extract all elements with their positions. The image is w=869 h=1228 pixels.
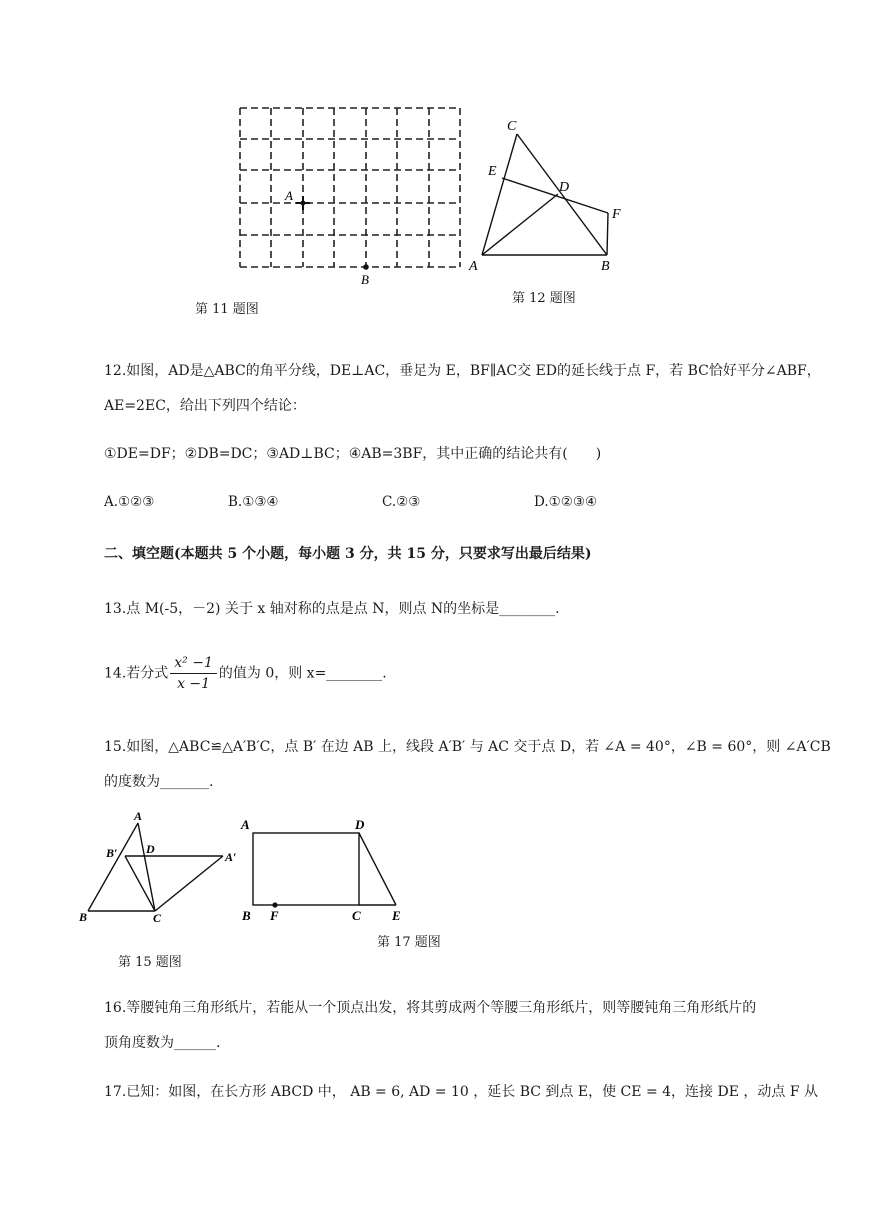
label-b: B (79, 910, 88, 924)
label-a: A (134, 809, 143, 823)
label-f: F (270, 908, 279, 923)
q12-line1: 12.如图，AD是△ABC的角平分线，DE⊥AC，垂足为 E，BF∥AC交 ED的延长线于点 F，若 BC恰好平分∠ABF， (104, 363, 821, 379)
label-a: A (241, 817, 250, 832)
label-d: D (146, 842, 155, 856)
q14-line (104, 655, 387, 692)
label-f: F (612, 207, 621, 222)
q16-line2: 顶角度数为______. (104, 1035, 221, 1051)
q14-fraction (170, 655, 217, 692)
label-d: D (559, 180, 570, 195)
label-c: C (352, 908, 361, 923)
label-a-prime: A′ (225, 850, 237, 864)
q14-suffix: 的值为 0，则 x=________. (218, 665, 387, 682)
figure-15-triangles (75, 808, 250, 928)
label-b: B (242, 908, 251, 923)
q16-line1: 16.等腰钝角三角形纸片，若能从一个顶点出发，将其剪成两个等腰三角形纸片，则等腰钝角三角形纸片的 (104, 1000, 757, 1016)
figure-12-caption: 第 12 题图 (512, 291, 576, 306)
q12-line2: AE=2EC，给出下列四个结论： (104, 398, 306, 414)
q15-line1: 15.如图，△ABC≌△A′B′C，点 B′ 在边 AB 上，线段 A′B′ 与 AC 交于点 D，若 ∠A = 40°，∠B = 60°，则 ∠A′CB (104, 739, 831, 755)
q14-numerator: x² −1 (170, 655, 217, 674)
figure-12-triangle (462, 112, 637, 282)
point-f (272, 902, 277, 907)
q12-choice-d: D.①②③④ (534, 494, 598, 510)
point-b-label: B (361, 272, 369, 287)
q17-line1: 17.已知：如图，在长方形 ABCD 中， AB = 6, AD = 10 ，延长 BC 到点 E，使 CE = 4，连接 DE ，动点 F 从 (104, 1084, 818, 1100)
point-a-label: A (285, 188, 293, 203)
q12-choice-b: B.①③④ (228, 494, 279, 510)
label-a: A (469, 259, 478, 274)
label-c: C (153, 911, 162, 925)
label-b-prime: B′ (106, 846, 118, 860)
q12-choice-a: A.①②③ (104, 494, 155, 510)
label-d: D (355, 817, 365, 832)
label-e: E (488, 164, 497, 179)
section-heading: 二、填空题(本题共 5 个小题，每小题 3 分，共 15 分，只要求写出最后结果) (104, 546, 592, 562)
q13-line: 13.点 M(-5，－2) 关于 x 轴对称的点是点 N，则点 N的坐标是________. (104, 601, 560, 617)
q15-line2: 的度数为_______. (104, 774, 214, 790)
label-c: C (507, 119, 517, 134)
figure-11-caption: 第 11 题图 (195, 302, 259, 317)
q12-line3: ①DE=DF；②DB=DC；③AD⊥BC；④AB=3BF，其中正确的结论共有( ) (104, 446, 602, 462)
q14-denominator: x −1 (177, 676, 211, 692)
figure-11-grid (230, 100, 470, 290)
figure-17-rectangle (234, 812, 414, 924)
figure-17-caption: 第 17 题图 (377, 935, 441, 950)
q12-choice-c: C.②③ (382, 494, 421, 510)
q14-prefix: 14.若分式 (104, 665, 169, 682)
figure-15-caption: 第 15 题图 (118, 955, 182, 970)
label-b: B (601, 259, 610, 274)
point-a (284, 188, 310, 210)
label-e: E (392, 908, 401, 923)
